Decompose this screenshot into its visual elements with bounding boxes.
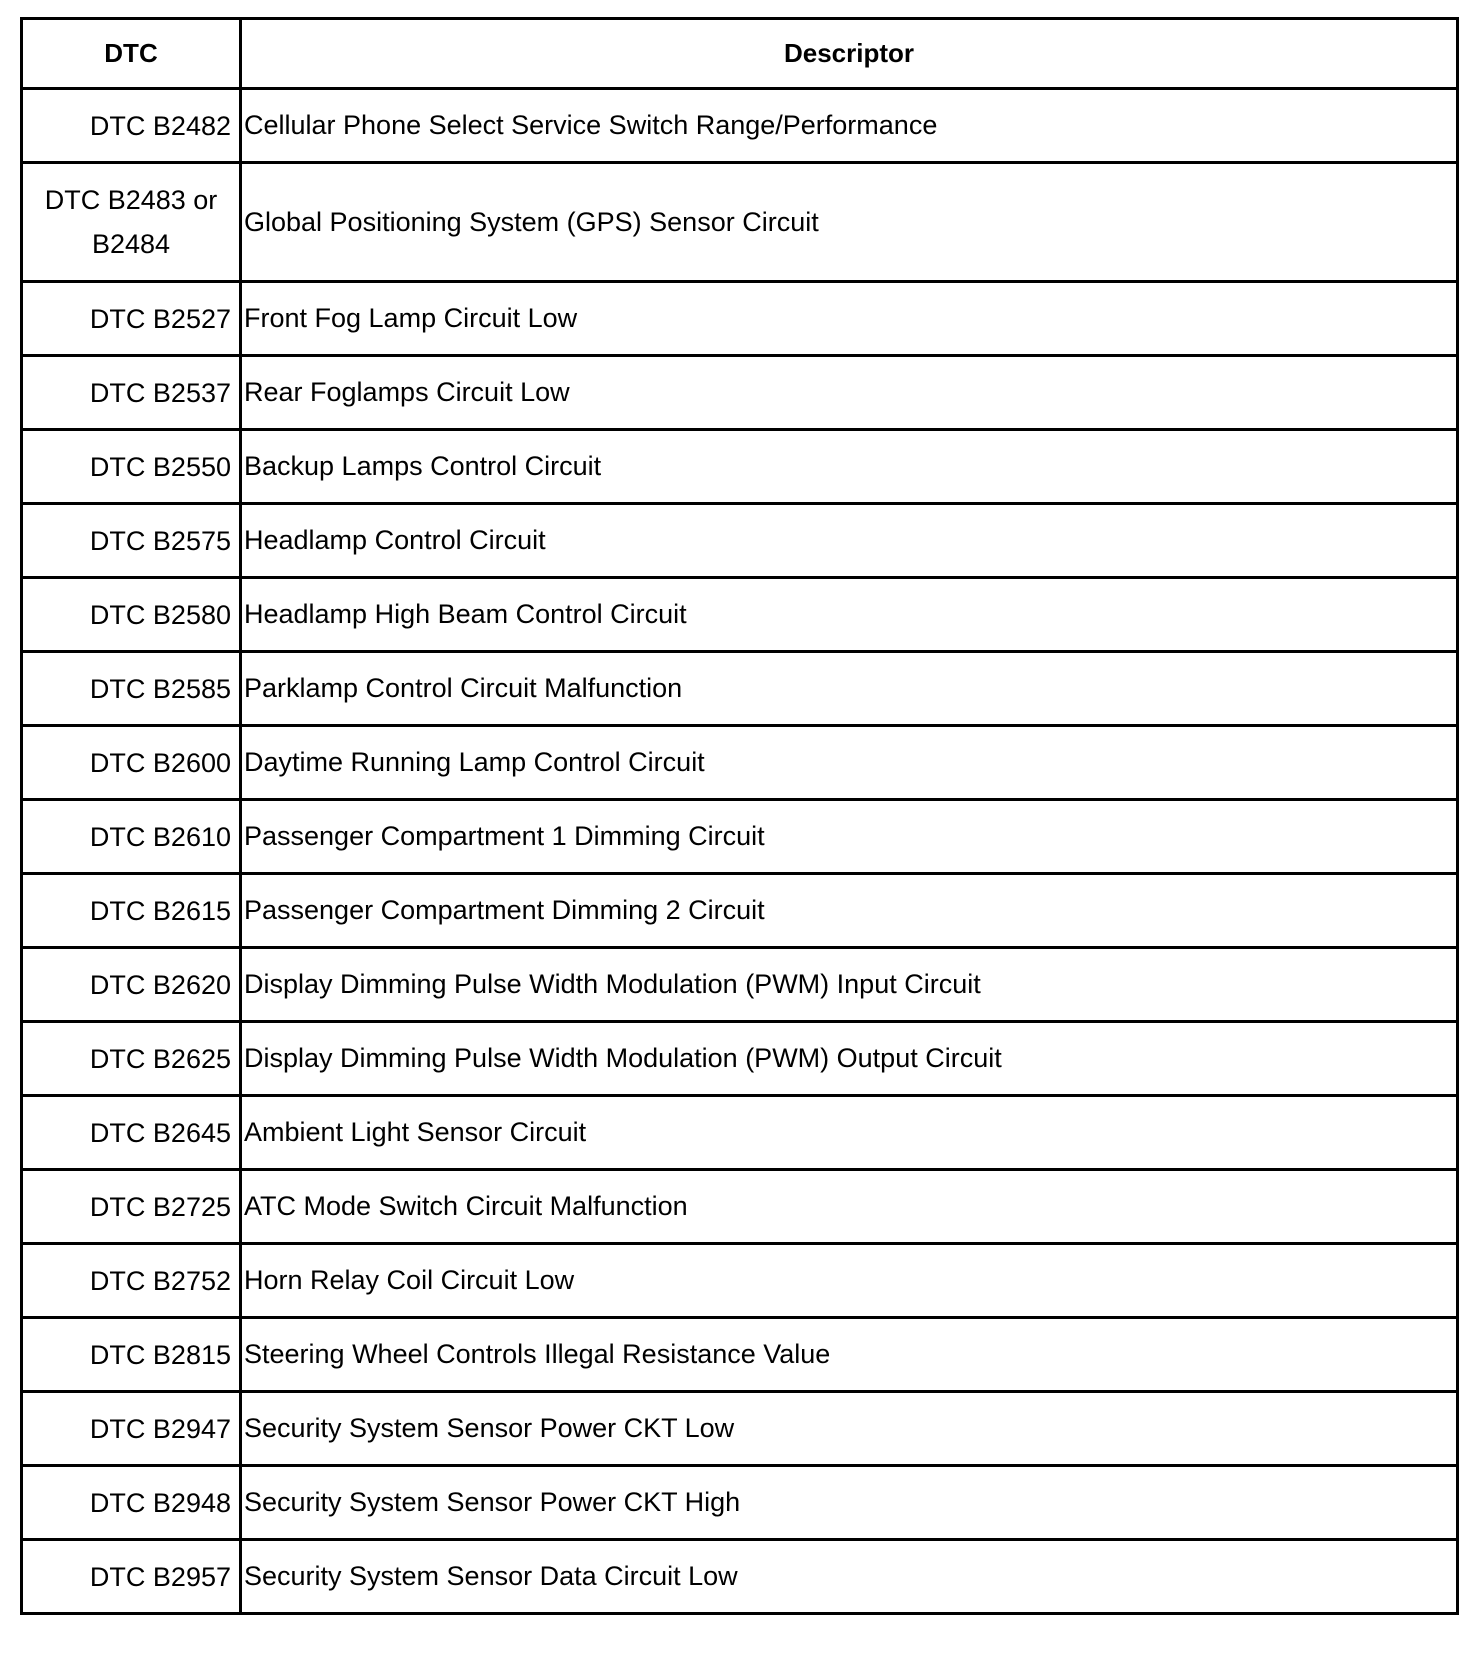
table-row xyxy=(22,1540,1458,1614)
dtc-code-cell: DTC B2725 xyxy=(22,1170,241,1244)
column-header-descriptor: Descriptor xyxy=(241,19,1458,89)
descriptor-cell: Security System Sensor Power CKT High xyxy=(241,1466,1458,1540)
table-row xyxy=(22,726,1458,800)
dtc-table xyxy=(20,17,1459,1615)
descriptor-cell: Display Dimming Pulse Width Modulation (PWM) Output Circuit xyxy=(241,1022,1458,1096)
table-row xyxy=(22,948,1458,1022)
dtc-code-cell: DTC B2610 xyxy=(22,800,241,874)
table-row xyxy=(22,1170,1458,1244)
descriptor-cell: Headlamp Control Circuit xyxy=(241,504,1458,578)
column-header-dtc: DTC xyxy=(22,19,241,89)
dtc-code-cell: DTC B2620 xyxy=(22,948,241,1022)
descriptor-cell: Passenger Compartment 1 Dimming Circuit xyxy=(241,800,1458,874)
descriptor-cell: ATC Mode Switch Circuit Malfunction xyxy=(241,1170,1458,1244)
descriptor-cell: Passenger Compartment Dimming 2 Circuit xyxy=(241,874,1458,948)
descriptor-cell: Steering Wheel Controls Illegal Resistance Value xyxy=(241,1318,1458,1392)
table-row xyxy=(22,800,1458,874)
table-row xyxy=(22,1392,1458,1466)
dtc-code-cell: DTC B2815 xyxy=(22,1318,241,1392)
table-row xyxy=(22,282,1458,356)
table-row xyxy=(22,163,1458,282)
descriptor-cell: Display Dimming Pulse Width Modulation (PWM) Input Circuit xyxy=(241,948,1458,1022)
table-body xyxy=(22,89,1458,1614)
table-row xyxy=(22,652,1458,726)
descriptor-cell: Daytime Running Lamp Control Circuit xyxy=(241,726,1458,800)
dtc-code-cell: DTC B2947 xyxy=(22,1392,241,1466)
dtc-code-cell: DTC B2550 xyxy=(22,430,241,504)
table-header xyxy=(22,19,1458,89)
table-row xyxy=(22,430,1458,504)
dtc-code-cell: DTC B2483 or B2484 xyxy=(22,163,241,282)
dtc-code-cell: DTC B2625 xyxy=(22,1022,241,1096)
descriptor-cell: Rear Foglamps Circuit Low xyxy=(241,356,1458,430)
dtc-code-cell: DTC B2580 xyxy=(22,578,241,652)
dtc-code-cell: DTC B2482 xyxy=(22,89,241,163)
table-row xyxy=(22,874,1458,948)
table-row xyxy=(22,1244,1458,1318)
table-row xyxy=(22,504,1458,578)
descriptor-cell: Security System Sensor Power CKT Low xyxy=(241,1392,1458,1466)
descriptor-cell: Security System Sensor Data Circuit Low xyxy=(241,1540,1458,1614)
table-row xyxy=(22,89,1458,163)
descriptor-cell: Cellular Phone Select Service Switch Range/Performance xyxy=(241,89,1458,163)
dtc-code-cell: DTC B2957 xyxy=(22,1540,241,1614)
table-row xyxy=(22,1096,1458,1170)
descriptor-cell: Ambient Light Sensor Circuit xyxy=(241,1096,1458,1170)
dtc-code-cell: DTC B2575 xyxy=(22,504,241,578)
dtc-code-cell: DTC B2527 xyxy=(22,282,241,356)
dtc-code-cell: DTC B2585 xyxy=(22,652,241,726)
descriptor-cell: Parklamp Control Circuit Malfunction xyxy=(241,652,1458,726)
descriptor-cell: Global Positioning System (GPS) Sensor Circuit xyxy=(241,163,1458,282)
dtc-code-cell: DTC B2948 xyxy=(22,1466,241,1540)
table-row xyxy=(22,1318,1458,1392)
dtc-code-cell: DTC B2615 xyxy=(22,874,241,948)
table-row xyxy=(22,1022,1458,1096)
dtc-code-cell: DTC B2600 xyxy=(22,726,241,800)
header-row xyxy=(22,19,1458,89)
table-row xyxy=(22,578,1458,652)
descriptor-cell: Backup Lamps Control Circuit xyxy=(241,430,1458,504)
dtc-code-cell: DTC B2537 xyxy=(22,356,241,430)
descriptor-cell: Headlamp High Beam Control Circuit xyxy=(241,578,1458,652)
table-row xyxy=(22,356,1458,430)
dtc-code-cell: DTC B2752 xyxy=(22,1244,241,1318)
dtc-code-cell: DTC B2645 xyxy=(22,1096,241,1170)
descriptor-cell: Horn Relay Coil Circuit Low xyxy=(241,1244,1458,1318)
table-row xyxy=(22,1466,1458,1540)
descriptor-cell: Front Fog Lamp Circuit Low xyxy=(241,282,1458,356)
